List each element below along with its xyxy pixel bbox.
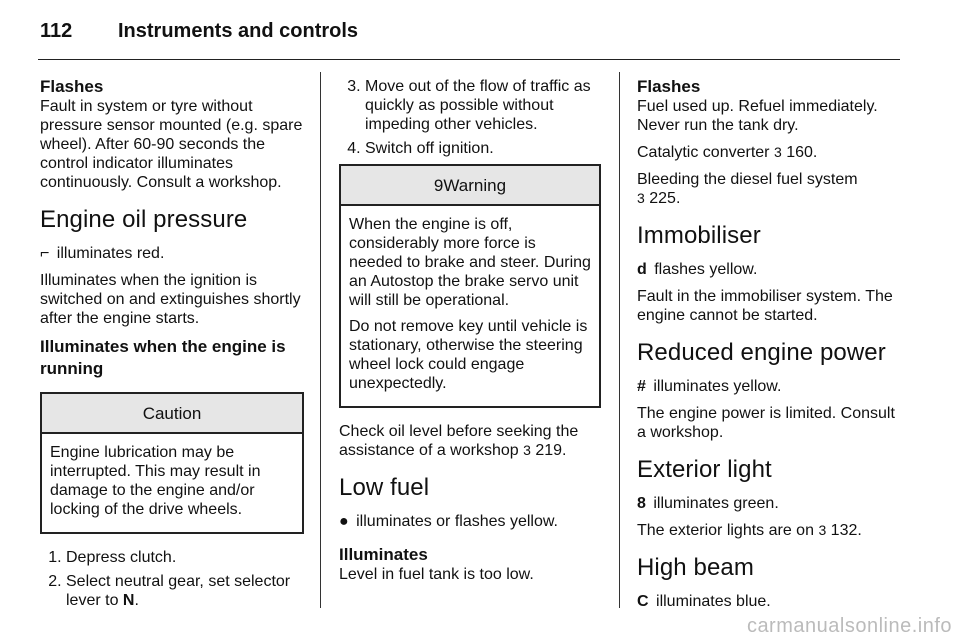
- page-ref-icon: 3: [773, 144, 782, 160]
- step-3: 3. Move out of the flow of traffic as quickly as possible without impeding other vehicles.: [365, 77, 601, 134]
- immobiliser-icon: d: [637, 261, 647, 278]
- steps-list-1: [40, 548, 304, 610]
- column-2: [339, 77, 601, 592]
- high-beam-heading: High beam: [637, 554, 754, 581]
- oil-state: illuminates red.: [56, 245, 165, 262]
- exterior-light-heading: Exterior light: [637, 456, 772, 483]
- warning-text-1: When the engine is off, considerably more force is needed to brake and steer. During an Autostop the brake servo unit will still be operational.: [349, 216, 591, 309]
- caution-title: Caution: [42, 394, 302, 434]
- flashes-heading: Flashes: [40, 77, 104, 96]
- exterior-light-text: The exterior lights are on 3 132.: [637, 522, 862, 539]
- engine-icon: #: [637, 378, 646, 395]
- catalytic-text: Catalytic converter 3 160.: [637, 144, 818, 161]
- step-1: 1. Depress clutch.: [66, 548, 304, 567]
- oil-text: Illuminates when the ignition is switched on and extinguishes shortly after the engine starts.: [40, 272, 301, 327]
- engine-oil-heading: Engine oil pressure: [40, 206, 248, 233]
- page-ref-icon: 3: [637, 190, 645, 206]
- warning-title: Warning: [443, 176, 507, 195]
- page-number: 112: [40, 20, 73, 42]
- exterior-light-icon: 8: [637, 495, 646, 512]
- step-2: 2. Select neutral gear, set selector lever to N.: [66, 572, 304, 610]
- immobiliser-heading: Immobiliser: [637, 222, 761, 249]
- high-beam-indicator-line: C illuminates blue.: [637, 593, 771, 610]
- check-oil-text: Check oil level before seeking the assistance of a workshop 3 219.: [339, 423, 579, 459]
- high-beam-icon: C: [637, 593, 649, 610]
- warning-icon: 9: [433, 176, 444, 195]
- column-1: [40, 77, 304, 622]
- flashes-heading-2: Flashes: [637, 77, 701, 96]
- caution-box: [40, 392, 304, 534]
- fuel-pump-icon: ●: [339, 513, 349, 530]
- illuminates-heading: Illuminates: [339, 545, 428, 564]
- warning-text-2: Do not remove key until vehicle is stationary, otherwise the steering wheel lock could engage unexpectedly.: [349, 318, 588, 392]
- exterior-light-indicator-line: 8 illuminates green.: [637, 495, 779, 512]
- page-ref-icon: 3: [818, 522, 827, 538]
- warning-header: [341, 166, 599, 206]
- step-4: 4. Switch off ignition.: [365, 139, 601, 158]
- reduced-power-indicator-line: # illuminates yellow.: [637, 378, 782, 395]
- flashes-text: Fault in system or tyre without pressure sensor mounted (e.g. spare wheel). After 60-90 seconds the control indicator illuminates continuously. Consult a workshop.: [40, 98, 303, 191]
- steps-list-2: [339, 77, 601, 158]
- caution-text: Engine lubrication may be interrupted. This may result in damage to the engine and/or locking of the drive wheels.: [50, 444, 261, 518]
- column-divider-1: [320, 72, 321, 608]
- running-heading: Illuminates when the engine is running: [40, 337, 286, 378]
- page-ref-icon: 3: [523, 442, 531, 458]
- immobiliser-text: Fault in the immobiliser system. The engine cannot be started.: [637, 288, 893, 324]
- page-header: [38, 20, 922, 46]
- oil-can-icon: ⌐: [40, 245, 50, 262]
- column-divider-2: [619, 72, 620, 608]
- illuminates-text: Level in fuel tank is too low.: [339, 566, 534, 583]
- oil-indicator-line: [40, 244, 304, 263]
- reduced-power-text: The engine power is limited. Consult a workshop.: [637, 405, 895, 441]
- low-fuel-indicator-line: ● illuminates or flashes yellow.: [339, 513, 558, 530]
- reduced-power-heading: Reduced engine power: [637, 339, 886, 366]
- flashes-text-2: Fuel used up. Refuel immediately. Never run the tank dry.: [637, 98, 878, 134]
- immobiliser-indicator-line: d flashes yellow.: [637, 261, 758, 278]
- low-fuel-heading: Low fuel: [339, 474, 430, 501]
- page-title: Instruments and controls: [118, 20, 359, 42]
- bleeding-text: Bleeding the diesel fuel system 3 225.: [637, 171, 858, 207]
- header-rule: [38, 59, 900, 60]
- warning-box: [339, 164, 601, 408]
- column-3: [637, 77, 903, 619]
- watermark: carmanualsonline.info: [746, 615, 952, 637]
